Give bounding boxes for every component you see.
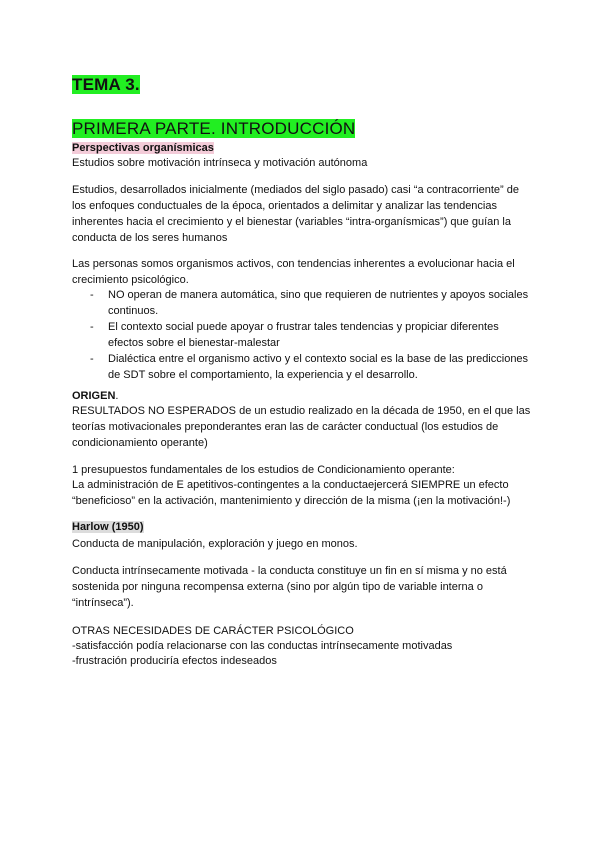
list-item xyxy=(72,319,532,351)
paragraph-administracion: La administración de E apetitivos-contingentes a la conductaejercerá SIEMPRE un efecto “beneficioso” en la activación, mantenimiento y dirección de la misma (¡en la motivación!-) xyxy=(72,479,511,507)
line-satisfaccion: -satisfacción podía relacionarse con las conductas intrínsecamente motivadas xyxy=(72,640,453,652)
section-heading-perspectivas xyxy=(72,140,532,156)
paragraph-resultados-lead: RESULTADOS NO ESPERADOS xyxy=(72,405,237,417)
paragraph-resultados-rest: de un estudio realizado en la década de 1950, en el que las teorías motivacionales preponderantes eran las de carácter conductual (los estudios de condicionamiento operante) xyxy=(72,405,531,449)
dash-marker: - xyxy=(90,353,94,365)
dash-marker: - xyxy=(90,289,94,301)
topic-title-text: TEMA 3. xyxy=(72,75,140,94)
list-item-text: El contexto social puede apoyar o frustrar tales tendencias y propiciar diferentes efectos sobre el bienestar-malestar xyxy=(108,321,499,349)
part-title-text: PRIMERA PARTE. INTRODUCCIÓN xyxy=(72,119,356,138)
origen-heading xyxy=(72,388,532,404)
line-frustracion: -frustración produciría efectos indeseados xyxy=(72,655,277,667)
paragraph-presupuestos: 1 presupuestos fundamentales de los estudios de Condicionamiento operante: xyxy=(72,464,455,476)
paragraph-personas: Las personas somos organismos activos, con tendencias inherentes a evolucionar hacia el crecimiento psicológico. xyxy=(72,258,515,286)
paragraph-conducta: Conducta de manipulación, exploración y juego en monos. xyxy=(72,538,358,550)
harlow-heading xyxy=(72,519,532,535)
paragraph-resultados xyxy=(72,403,532,451)
origen-heading-tail: . xyxy=(115,390,119,402)
paragraph-estudios: Estudios, desarrollados inicialmente (mediados del siglo pasado) casi “a contracorriente” de los enfoques conductuales de la época, orientados a delimitar y analizar las tendencias inherentes hacia el crecimiento y el bienestar (variables “intra-organísmicas”) que guían la conducta de los seres humanos xyxy=(72,184,519,244)
list-item xyxy=(72,351,532,383)
list-item xyxy=(72,287,532,319)
topic-title xyxy=(72,74,140,96)
list-item-text: NO operan de manera automática, sino que requieren de nutrientes y apoyos sociales continuos. xyxy=(108,289,529,317)
harlow-heading-text: Harlow (1950) xyxy=(72,521,144,533)
part-title xyxy=(72,118,355,140)
origen-heading-text: ORIGEN xyxy=(72,390,116,402)
heading-otras-necesidades: OTRAS NECESIDADES DE CARÁCTER PSICOLÓGICO xyxy=(72,625,354,637)
paragraph-intrinseca: Conducta intrínsecamente motivada - la conducta constituye un fin en sí misma y no está sostenida por ninguna recompensa externa (sino por algún tipo de variable interna o “intrínseca”). xyxy=(72,565,507,609)
section-heading-text: Perspectivas organísmicas xyxy=(72,142,214,154)
bullet-list xyxy=(72,287,532,383)
dash-marker: - xyxy=(90,321,94,333)
section-subtitle: Estudios sobre motivación intrínseca y motivación autónoma xyxy=(72,157,368,169)
list-item-text: Dialéctica entre el organismo activo y el contexto social es la base de las predicciones de SDT sobre el comportamiento, la experiencia y el desarrollo. xyxy=(108,353,529,381)
